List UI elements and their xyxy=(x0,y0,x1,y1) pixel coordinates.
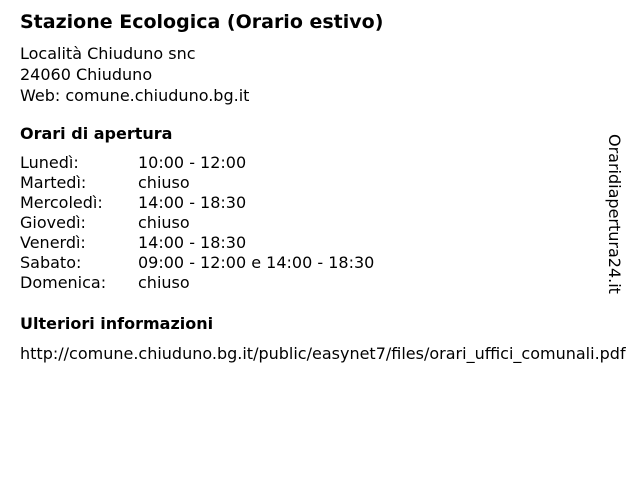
hours-heading: Orari di apertura xyxy=(20,124,173,143)
time-value: 09:00 - 12:00 e 14:00 - 18:30 xyxy=(138,253,375,272)
time-value: chiuso xyxy=(138,213,190,232)
hours-row-wednesday xyxy=(20,193,374,213)
day-label: Venerdì: xyxy=(20,233,86,252)
day-label: Martedì: xyxy=(20,173,87,192)
hours-row-monday xyxy=(20,153,374,173)
address-street: Località Chiuduno snc xyxy=(20,44,196,63)
hours-row-friday xyxy=(20,233,374,253)
address-web: Web: comune.chiuduno.bg.it xyxy=(20,86,250,105)
opening-hours-table xyxy=(20,153,374,293)
address-city: 24060 Chiuduno xyxy=(20,65,153,84)
hours-row-saturday xyxy=(20,253,374,273)
day-label: Domenica: xyxy=(20,273,107,292)
info-link[interactable]: http://comune.chiuduno.bg.it/public/easynet7/files/orari_uffici_comunali.pdf xyxy=(20,344,626,363)
day-label: Mercoledì: xyxy=(20,193,103,212)
day-label: Sabato: xyxy=(20,253,82,272)
info-heading: Ulteriori informazioni xyxy=(20,314,214,333)
time-value: 10:00 - 12:00 xyxy=(138,153,247,172)
address-block xyxy=(20,43,249,106)
hours-row-thursday xyxy=(20,213,374,233)
time-value: 14:00 - 18:30 xyxy=(138,233,247,252)
day-label: Giovedì: xyxy=(20,213,86,232)
time-value: chiuso xyxy=(138,273,190,292)
hours-row-tuesday xyxy=(20,173,374,193)
hours-row-sunday xyxy=(20,273,374,293)
day-label: Lunedì: xyxy=(20,153,79,172)
page-title: Stazione Ecologica (Orario estivo) xyxy=(20,11,384,33)
time-value: 14:00 - 18:30 xyxy=(138,193,247,212)
time-value: chiuso xyxy=(138,173,190,192)
site-brand-vertical: Oraridiapertura24.it xyxy=(605,134,624,294)
